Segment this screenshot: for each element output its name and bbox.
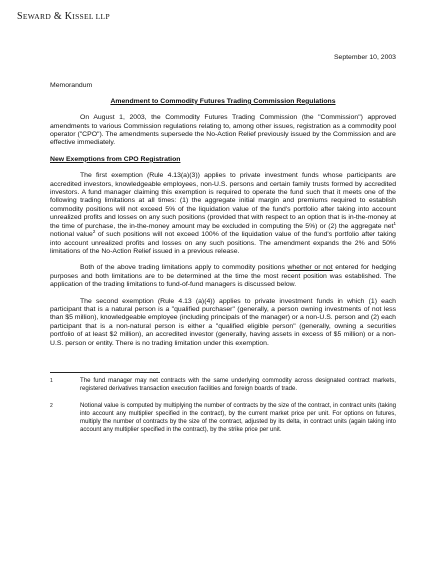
footnote-text: Notional value is computed by multiplying the number of contracts by the size of the contract, in contract units (taking into account any multiplier specified in the contract), by the current market price per unit. For options on futures, multiply the number of contracts by the size of the contract, adjusted by its delta, in contract units (again taking into account any multiplier specified in the contract), by the strike price per unit. — [80, 401, 396, 433]
footnote-ref-1[interactable]: 1 — [393, 220, 396, 226]
emphasis-text: whether or not — [287, 264, 333, 272]
footnote-number: 1 — [50, 377, 53, 384]
second-exemption-paragraph: The second exemption (Rule 4.13 (a)(4)) applies to private investment funds in which (1) each participant that is a natural person is a "qualified purchaser" (generally, a person owning investments of not less than $5 million), knowledgeable employee (including principals of the manager) or a non-U.S. person and (2) each participant that is a non-natural person is either a "qualified eligible person" (generally, owning a securities portfolio of at least $2 million), an accredited investor (generally, having assets in excess of $5 million) or a non-U.S. person or entity. There is no trading limitation under this exemption. — [50, 297, 396, 347]
footnote-1 — [50, 377, 396, 393]
firm-letterhead: SEWARD & KISSEL LLP — [17, 11, 110, 22]
trading-limitations-paragraph: Both of the above trading limitations apply to commodity positions whether or not entered for hedging purposes and both limitations are to be determined at the time the most recent position was established. The application of the trading limitations to fund-of-fund managers is discussed below. — [50, 264, 397, 289]
memo-date: September 10, 2003 — [333, 54, 396, 61]
footnote-text: The fund manager may net contracts with the same underlying commodity across designated contract markets, registered derivatives transaction execution facilities and foreign boards of trade. — [80, 376, 396, 392]
intro-paragraph: On August 1, 2003, the Commodity Futures Trading Commission (the "Commission") approved amendments to various Commission regulations relating to, among other issues, registration as a commodity pool operator ("CPO"). The amendments supersede the No-Action Relief previously issued by the Commission and are effective immediately. — [50, 114, 396, 147]
footnote-ref-2[interactable]: 2 — [92, 229, 96, 235]
memo-label: Memorandum — [50, 82, 93, 90]
section-heading: New Exemptions from CPO Registration — [50, 155, 181, 163]
footnote-divider — [50, 372, 160, 373]
memo-title: Amendment to Commodity Futures Trading Commission Regulations — [110, 97, 336, 105]
footnote-2 — [50, 402, 396, 434]
first-exemption-paragraph: The first exemption (Rule 4.13(a)(3)) applies to private investment funds whose participants are accredited investors, knowledgeable employees, non-U.S. persons and certain family trusts formed by accredited investors. A fund manager claiming this exemption is required to operate the fund such that it meets one of the following trading limitations at all times: (1) the aggregate initial margin and premiums required to establish commodity positions will not exceed 5% of the liquidation value of the fund's portfolio after taking into account unrealized profits and losses on any such positions (provided that with respect to an option that is in-the-money at the time of purchase, the in-the-money amount may be excluded in computing the 5%) or (2) the aggregate net$^1$ notional value$^2$ of such positions will not exceed 100% of the liquidation value of the fund's portfolio after taking into account unrealized profits and losses on any such positions. The amendment expands the 2% and 50% limitations of the No-Action Relief issued in a previous release. — [50, 172, 396, 255]
footnote-number: 2 — [50, 402, 53, 409]
